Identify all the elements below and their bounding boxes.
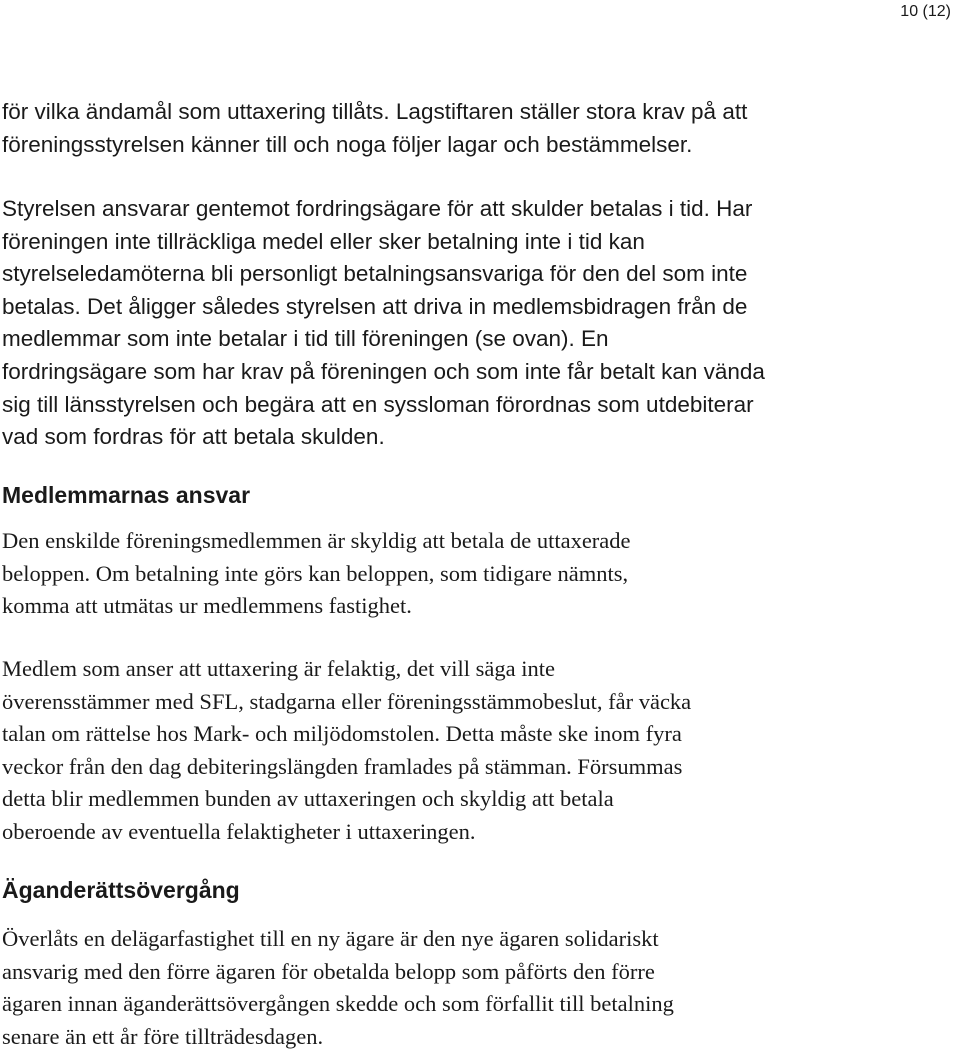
paragraph-overlatelse: [2, 923, 952, 1053]
text-line: betalas. Det åligger således styrelsen att driva in medlemsbidragen från de: [2, 293, 748, 319]
text-line: fordringsägare som har krav på föreningen och som inte får betalt kan vända: [2, 358, 765, 384]
text-line: beloppen. Om betalning inte görs kan beloppen, som tidigare nämnts,: [2, 560, 629, 586]
text-line: Överlåts en delägarfastighet till en ny ägare är den nye ägaren solidariskt: [2, 926, 659, 951]
text-line: föreningen inte tillräckliga medel eller sker betalning inte i tid kan: [2, 228, 645, 254]
text-line: senare än ett år före tillträdesdagen.: [2, 1023, 324, 1049]
text-line: detta blir medlemmen bunden av uttaxeringen och skyldig att betala: [2, 786, 614, 812]
text-line: Medlem som anser att uttaxering är felaktig, det vill säga inte: [2, 656, 555, 681]
text-line: vad som fordras för att betala skulden.: [2, 424, 385, 450]
text-line: Den enskilde föreningsmedlemmen är skyldig att betala de uttaxerade: [2, 528, 631, 553]
text-line: föreningsstyrelsen känner till och noga följer lagar och bestämmelser.: [2, 131, 693, 157]
text-line: för vilka ändamål som uttaxering tillåts. Lagstiftaren ställer stora krav på att: [2, 99, 748, 124]
text-line: talan om rättelse hos Mark- och miljödomstolen. Detta måste ske inom fyra: [2, 721, 682, 747]
page-number: 10 (12): [900, 3, 951, 20]
text-line: ansvarig med den förre ägaren för obetalda belopp som påförts den förre: [2, 958, 655, 984]
text-line: överensstämmer med SFL, stadgarna eller föreningsstämmobeslut, får väcka: [2, 688, 692, 714]
section-heading-medlemmarnas-ansvar: Medlemmarnas ansvar: [2, 482, 251, 508]
text-line: oberoende av eventuella felaktigheter i uttaxeringen.: [2, 818, 476, 844]
text-line: sig till länsstyrelsen och begära att en syssloman förordnas som utdebiterar: [2, 391, 754, 417]
text-line: styrelseledamöterna bli personligt betalningsansvariga för den del som inte: [2, 261, 748, 287]
text-line: Styrelsen ansvarar gentemot fordringsägare för att skulder betalas i tid. Har: [2, 196, 753, 221]
section-heading-aganderattsovergang: Äganderättsövergång: [2, 877, 240, 903]
text-line: veckor från den dag debiteringslängden framlades på stämman. Försummas: [2, 753, 683, 779]
text-line: ägaren innan äganderättsövergången skedde och som förfallit till betalning: [2, 991, 674, 1017]
paragraph-rattelse: [2, 653, 952, 849]
paragraph-medlem-skyldighet: [2, 525, 952, 623]
text-line: komma att utmätas ur medlemmens fastighet.: [2, 593, 412, 619]
text-line: medlemmar som inte betalar i tid till föreningen (se ovan). En: [2, 326, 609, 352]
paragraph-uttaxering-intro: [2, 96, 952, 161]
paragraph-styrelsen-ansvar: [2, 193, 952, 454]
